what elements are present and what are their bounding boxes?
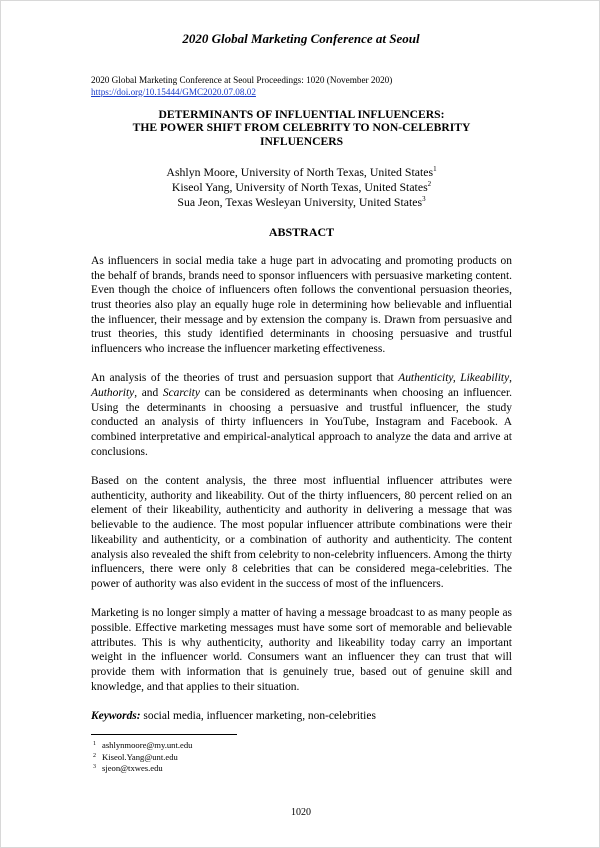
paper-title [91, 108, 512, 148]
paragraph-text: An analysis of the theories of trust and persuasion support that [91, 372, 399, 385]
footnote-divider [91, 734, 237, 735]
footnote-email: ashlynmoore@my.unt.edu [102, 740, 193, 750]
page-number: 1020 [291, 807, 311, 818]
doi-link[interactable]: https://doi.org/10.15444/GMC2020.07.08.02 [91, 86, 256, 97]
paragraph-text: can be considered as determinants when choosing an influencer. Using the determinants in choosing a persuasive and trustful influencer, the study conducted an analysis of thirty influencers in YouTube, Instagram and Facebook. A combined interpretative and empirical-analytical approach to analyze the data and arrive at conclusions. [91, 387, 512, 458]
footnote-number: 3 [93, 764, 96, 770]
footnote-mark: 2 [427, 179, 432, 188]
author-entry [91, 195, 512, 210]
footnote-mark: 1 [433, 164, 437, 173]
footnote-item [93, 763, 192, 775]
proceedings-citation: 2020 Global Marketing Conference at Seoul Proceedings: 1020 (November 2020) [91, 75, 393, 85]
keywords-label: Keywords: [91, 710, 141, 723]
footnote-number: 2 [93, 752, 96, 759]
footnote-email: Kiseol.Yang@unt.edu [102, 751, 178, 762]
emphasis-term: Authenticity, Likeability [398, 372, 510, 385]
emphasis-term: Authority [91, 387, 135, 400]
footnote-item [93, 740, 192, 752]
title-line: DETERMINANTS OF INFLUENTIAL INFLUENCERS: [158, 108, 445, 121]
footnote-email: sjeon@txwes.edu [102, 763, 163, 773]
keywords-line [91, 709, 512, 724]
footnote-mark: 3 [422, 194, 426, 203]
running-header: 2020 Global Marketing Conference at Seoul [182, 31, 420, 46]
abstract-paragraph: Based on the content analysis, the three most influential influencer attributes were authenticity, authority and likeability. Out of the thirty influencers, 80 percent relied on an element of their likeability, authenticity and authority in delivering a message that was believable to the audience. The most popular influencer attribute combinations were their likeability and authenticity, or a combination of authority and authenticity. The content analysis also revealed the shift from celebrity to non-celebrity influencers. Among the thirty influencers, there were only 8 celebrities that can be considered mega-celebrities. The power of authority was also evident in the success of most of the influencers. [91, 475, 512, 590]
emphasis-term: Scarcity [162, 387, 200, 400]
title-line: INFLUENCERS [259, 134, 344, 148]
main-content [91, 75, 512, 724]
paragraph-text: , and [134, 387, 163, 400]
abstract-paragraph: Marketing is no longer simply a matter of having a message broadcast to as many people as possible. Effective marketing messages must have some sort of memorable and believable attributes. This is why authenticity, authority and likeability today carry an important weight in the influencer world. Consumers want an influencer they can trust that will provide them with information that is genuinely true, based out of genuine skill and knowledge, and that applies to their situation. [91, 607, 512, 693]
title-line: THE POWER SHIFT FROM CELEBRITY TO NON-CELEBRITY [132, 121, 471, 135]
footnote-item [93, 752, 192, 764]
keywords-text: social media, influencer marketing, non-celebrities [140, 710, 376, 723]
author-affiliation: Sua Jeon, Texas Wesleyan University, United States [177, 194, 423, 209]
abstract-paragraph [91, 371, 512, 459]
author-affiliation: Ashlyn Moore, University of North Texas, United States [166, 164, 434, 179]
paragraph-text: , [509, 372, 513, 385]
author-affiliation: Kiseol Yang, University of North Texas, United States [171, 179, 428, 194]
abstract-paragraph: As influencers in social media take a huge part in advocating and promoting products on the behalf of brands, brands need to sponsor influencers with persuasive marketing content. Even though the choice of influencers often follows the conventional persuasion theories, trust theories also play an equally huge role in determining how believable and influential the influencer, their message and by extension the company is. Drawn from persuasive and trust theories, this study identified determinants in choosing persuasive and trustful influencers who increase the influencer marketing effectiveness. [91, 254, 512, 356]
author-list [91, 165, 512, 210]
author-entry [91, 180, 512, 195]
footnote-number: 1 [93, 741, 96, 747]
abstract-heading: ABSTRACT [268, 224, 335, 239]
footnotes [93, 740, 192, 775]
author-entry [91, 165, 512, 180]
